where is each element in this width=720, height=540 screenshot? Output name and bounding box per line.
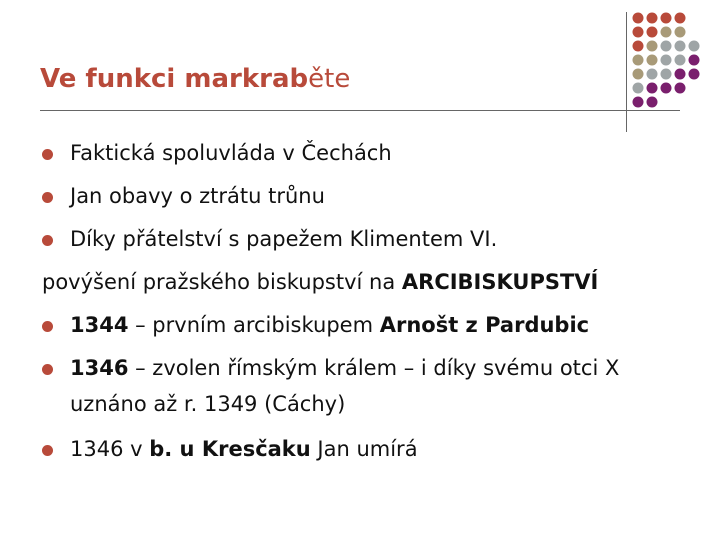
bullet-dot-icon	[42, 321, 53, 332]
line-text: Jan obavy o ztrátu trůnu	[70, 184, 325, 208]
decorative-dot	[675, 41, 686, 52]
emphasis-text: 1344	[70, 313, 129, 337]
bullet-dot-icon	[42, 149, 53, 160]
line-text: – prvním arcibiskupem	[128, 313, 380, 337]
decorative-dot	[661, 27, 672, 38]
decorative-dot	[675, 27, 686, 38]
decorative-dot	[661, 13, 672, 24]
bullet-item	[70, 355, 720, 381]
emphasis-text: b. u Kresčaku	[149, 437, 311, 461]
decorative-dot	[647, 69, 658, 80]
decorative-dot	[647, 41, 658, 52]
bullet-item	[70, 312, 720, 338]
bullet-dot-icon	[42, 364, 53, 375]
decorative-dot	[647, 97, 658, 108]
line-text: Jan umírá	[310, 437, 418, 461]
emphasis-text: 1346	[70, 356, 129, 380]
text-line	[70, 391, 720, 417]
text-line	[42, 269, 702, 295]
bullet-item	[70, 183, 720, 209]
decorative-dot	[675, 83, 686, 94]
decorative-dot	[661, 83, 672, 94]
decorative-dot	[675, 55, 686, 66]
decorative-dot	[633, 41, 644, 52]
bullet-dot-icon	[42, 235, 53, 246]
decorative-dot	[689, 41, 700, 52]
emphasis-text: ARCIBISKUPSTVÍ	[401, 270, 599, 294]
horizontal-rule	[40, 110, 680, 111]
decorative-dot	[633, 69, 644, 80]
decorative-dot	[647, 55, 658, 66]
line-text: Díky přátelství s papežem Klimentem VI.	[70, 227, 498, 251]
decorative-dot	[661, 55, 672, 66]
decorative-dot	[633, 13, 644, 24]
line-text: povýšení pražského biskupství na	[42, 270, 402, 294]
decorative-dot	[661, 69, 672, 80]
decorative-dot	[689, 55, 700, 66]
line-text: Faktická spoluvláda v Čechách	[70, 141, 392, 165]
title-text: Ve funkci markrab	[40, 64, 309, 94]
bullet-item	[70, 140, 720, 166]
emphasis-text: Arnošt z Pardubic	[379, 313, 590, 337]
vertical-rule	[626, 12, 627, 132]
decorative-dot	[647, 83, 658, 94]
bullet-dot-icon	[42, 445, 53, 456]
decorative-dot	[633, 55, 644, 66]
dot-grid-decoration	[628, 10, 718, 120]
decorative-dot	[647, 27, 658, 38]
bullet-dot-icon	[42, 192, 53, 203]
decorative-dot	[633, 27, 644, 38]
decorative-dot	[689, 69, 700, 80]
line-text: 1346 v	[70, 437, 150, 461]
line-text: – zvolen římským králem – i díky svému otci X	[128, 356, 620, 380]
bullet-item	[70, 436, 720, 462]
bullet-item	[70, 226, 720, 252]
decorative-dot	[675, 69, 686, 80]
decorative-dot	[633, 97, 644, 108]
decorative-dot	[675, 13, 686, 24]
decorative-dot	[633, 83, 644, 94]
slide-title	[40, 64, 350, 94]
title-tail: ěte	[308, 64, 351, 94]
line-text: uznáno až r. 1349 (Cáchy)	[70, 392, 346, 416]
decorative-dot	[647, 13, 658, 24]
decorative-dot	[661, 41, 672, 52]
